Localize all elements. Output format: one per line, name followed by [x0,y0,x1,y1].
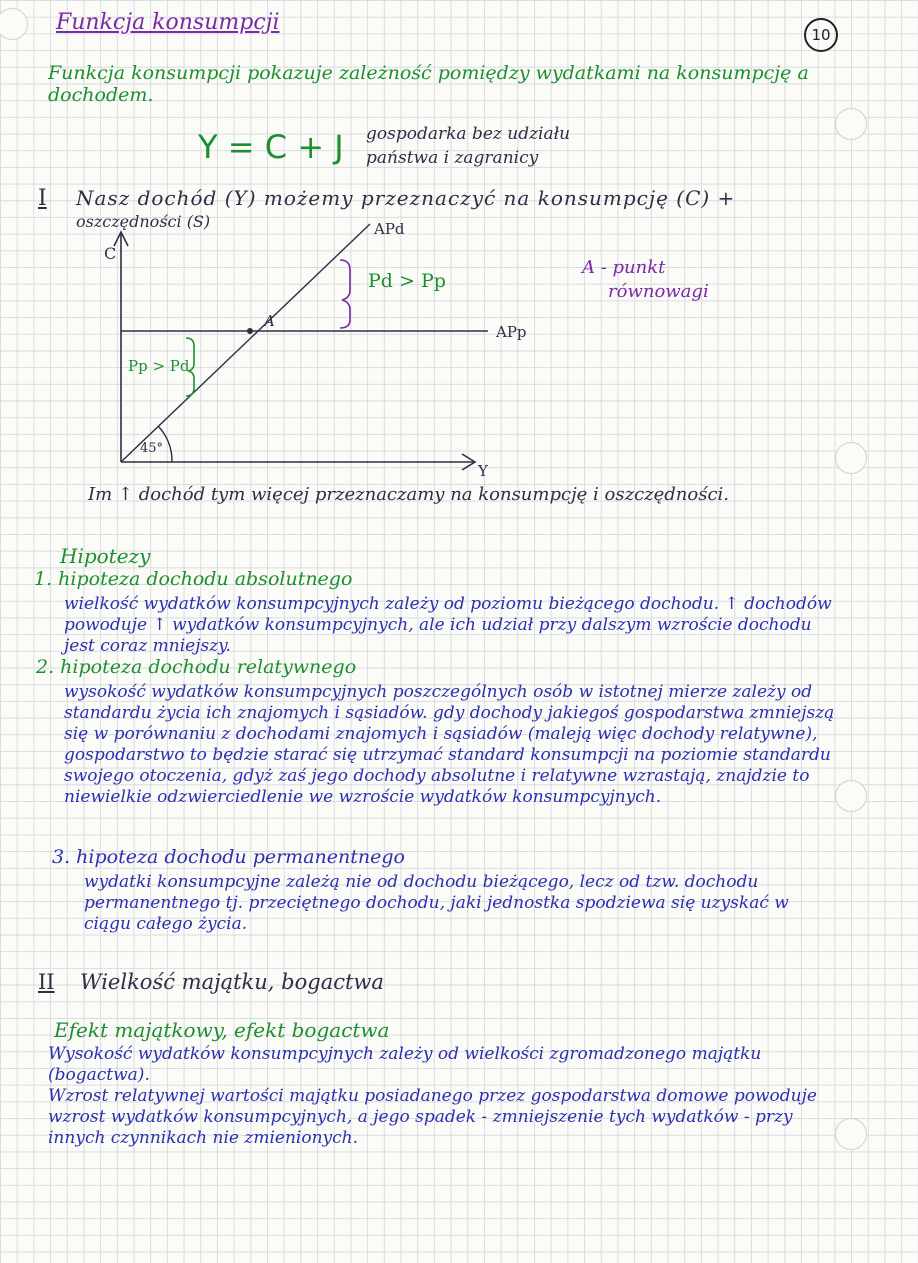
graph-x-axis [121,454,475,470]
definition-text: Funkcja konsumpcji pokazuje zależność pomiędzy wydatkami na konsumpcję a dochodem. [48,62,809,106]
graph-note-line1: A - punkt [582,257,666,278]
section2-title: Wielkość majątku, bogactwa [80,970,384,994]
section2-para1: Wysokość wydatków konsumpcyjnych zależy od wielkości zgromadzonego majątku (bogactwa). [48,1044,762,1085]
point-a [247,328,253,334]
section-roman-ii: II [38,970,55,994]
section1-text-line1: Nasz dochód (Y) możemy przeznaczyć na konsumpcję (C) + [76,186,736,210]
page-title: Funkcja konsumpcji [56,10,280,35]
graph-note-line2: równowagi [608,281,709,302]
apd-label: APd [374,220,405,238]
app-label: APp [496,323,527,341]
equation-note-line1: gospodarka bez udziału [366,124,571,144]
hypothesis-1-title: 1. hipoteza dochodu absolutnego [34,568,353,590]
upper-label: Pd > Pp [368,270,446,292]
upper-brace [340,260,350,328]
section2-subheading: Efekt majątkowy, efekt bogactwa [54,1018,390,1042]
equation: Y = C + J [198,128,344,166]
hypotheses-heading: Hipotezy [60,544,151,568]
hypothesis-1-body: wielkość wydatków konsumpcyjnych zależy od poziomu bieżącego dochodu. ↑ dochodów powoduje ↑ wydatków konsumpcyjnych, ale ich udział przy dalszym wzroście dochodu jest coraz mniejszy. [64,594,832,656]
graph-y-axis [114,232,128,462]
section1-text-line2: oszczędności (S) [76,212,211,231]
section2-para2: Wzrost relatywnej wartości majątku posiadanego przez gospodarstwa domowe powoduje wzrost wydatków konsumpcyjnych, a jego spadek - zmniejszenie tych wydatków - przy innych czynnikach nie zmienionych. [48,1086,817,1148]
hypothesis-3-body: wydatki konsumpcyjne zależą nie od dochodu bieżącego, lecz od tzw. dochodu permanentnego tj. przeciętnego dochodu, jaki jednostka spodziewa się uzyskać w ciągu całego życia. [84,872,789,934]
hypothesis-2-title: 2. hipoteza dochodu relatywnego [36,656,357,678]
page-number: 10 [804,18,838,52]
point-a-label: A [264,312,275,330]
graph-caption: Im ↑ dochód tym więcej przeznaczamy na konsumpcję i oszczędności. [88,484,730,505]
hypothesis-3-title: 3. hipoteza dochodu permanentnego [52,846,405,868]
graph-x-label: Y [478,462,488,480]
lower-label: Pp > Pd [128,357,190,375]
hypothesis-2-body: wysokość wydatków konsumpcyjnych poszczególnych osób w istotnej mierze zależy od standardu życia ich znajomych i sąsiadów. gdy dochody jakiegoś gospodarstwa zmniejszą się w porównaniu z dochodami znajomych i sąsiadów (maleją więc dochody relatywne), gospodarstwo to będzie starać się utrzymać standard konsumpcji na poziomie standardu swojego otoczenia, gdyż zaś jego dochody absolutne i relatywne wzrastają, znajdzie to niewielkie odzwierciedlenie we wzroście wydatków konsumpcyjnych. [64,682,835,807]
equation-note-line2: państwa i zagranicy [366,148,539,168]
angle-label: 45° [140,441,164,456]
graph-y-label: C [104,244,117,263]
section-roman-i: I [38,186,47,211]
